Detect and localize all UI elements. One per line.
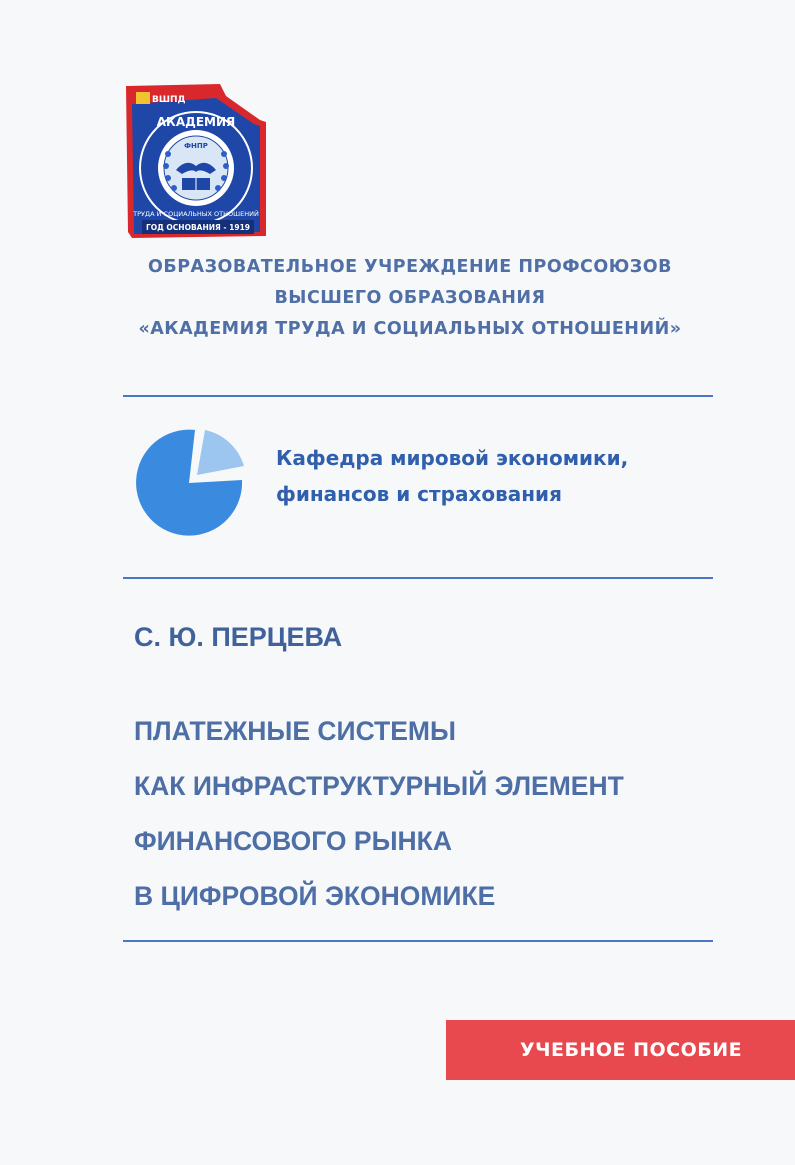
title-line: ПЛАТЕЖНЫЕ СИСТЕМЫ (134, 716, 456, 746)
pie-chart-icon (134, 428, 244, 538)
divider-middle (123, 577, 713, 579)
institution-line: ОБРАЗОВАТЕЛЬНОЕ УЧРЕЖДЕНИЕ ПРОФСОЮЗОВ (148, 257, 672, 277)
author-name: С. Ю. ПЕРЦЕВА (134, 622, 343, 652)
textbook-badge-label: УЧЕБНОЕ ПОСОБИЕ (520, 1039, 743, 1061)
divider-top (123, 395, 713, 397)
logo-founded: ГОД ОСНОВАНИЯ - 1919 (145, 223, 251, 232)
institution-name (60, 252, 760, 345)
title-line: В ЦИФРОВОЙ ЭКОНОМИКЕ (134, 881, 496, 911)
logo-center-text: ФНПР (184, 142, 208, 150)
divider-bottom (123, 940, 713, 942)
institution-line: «АКАДЕМИЯ ТРУДА И СОЦИАЛЬНЫХ ОТНОШЕНИЙ» (138, 319, 682, 339)
department-name (276, 440, 628, 512)
logo-top-badge: ВШПД (152, 95, 186, 105)
logo-ring-top: АКАДЕМИЯ (156, 115, 236, 129)
title-line: ФИНАНСОВОГО РЫНКА (134, 826, 452, 856)
department-line: Кафедра мировой экономики, (276, 446, 629, 470)
institution-line: ВЫСШЕГО ОБРАЗОВАНИЯ (274, 288, 546, 308)
title-line: КАК ИНФРАСТРУКТУРНЫЙ ЭЛЕМЕНТ (134, 771, 624, 801)
logo-ring-bottom: ТРУДА И СОЦИАЛЬНЫХ ОТНОШЕНИЙ (133, 210, 259, 218)
textbook-badge (446, 1020, 795, 1080)
book-title (134, 704, 624, 924)
department-line: финансов и страхования (276, 482, 562, 506)
academy-logo (120, 82, 272, 242)
